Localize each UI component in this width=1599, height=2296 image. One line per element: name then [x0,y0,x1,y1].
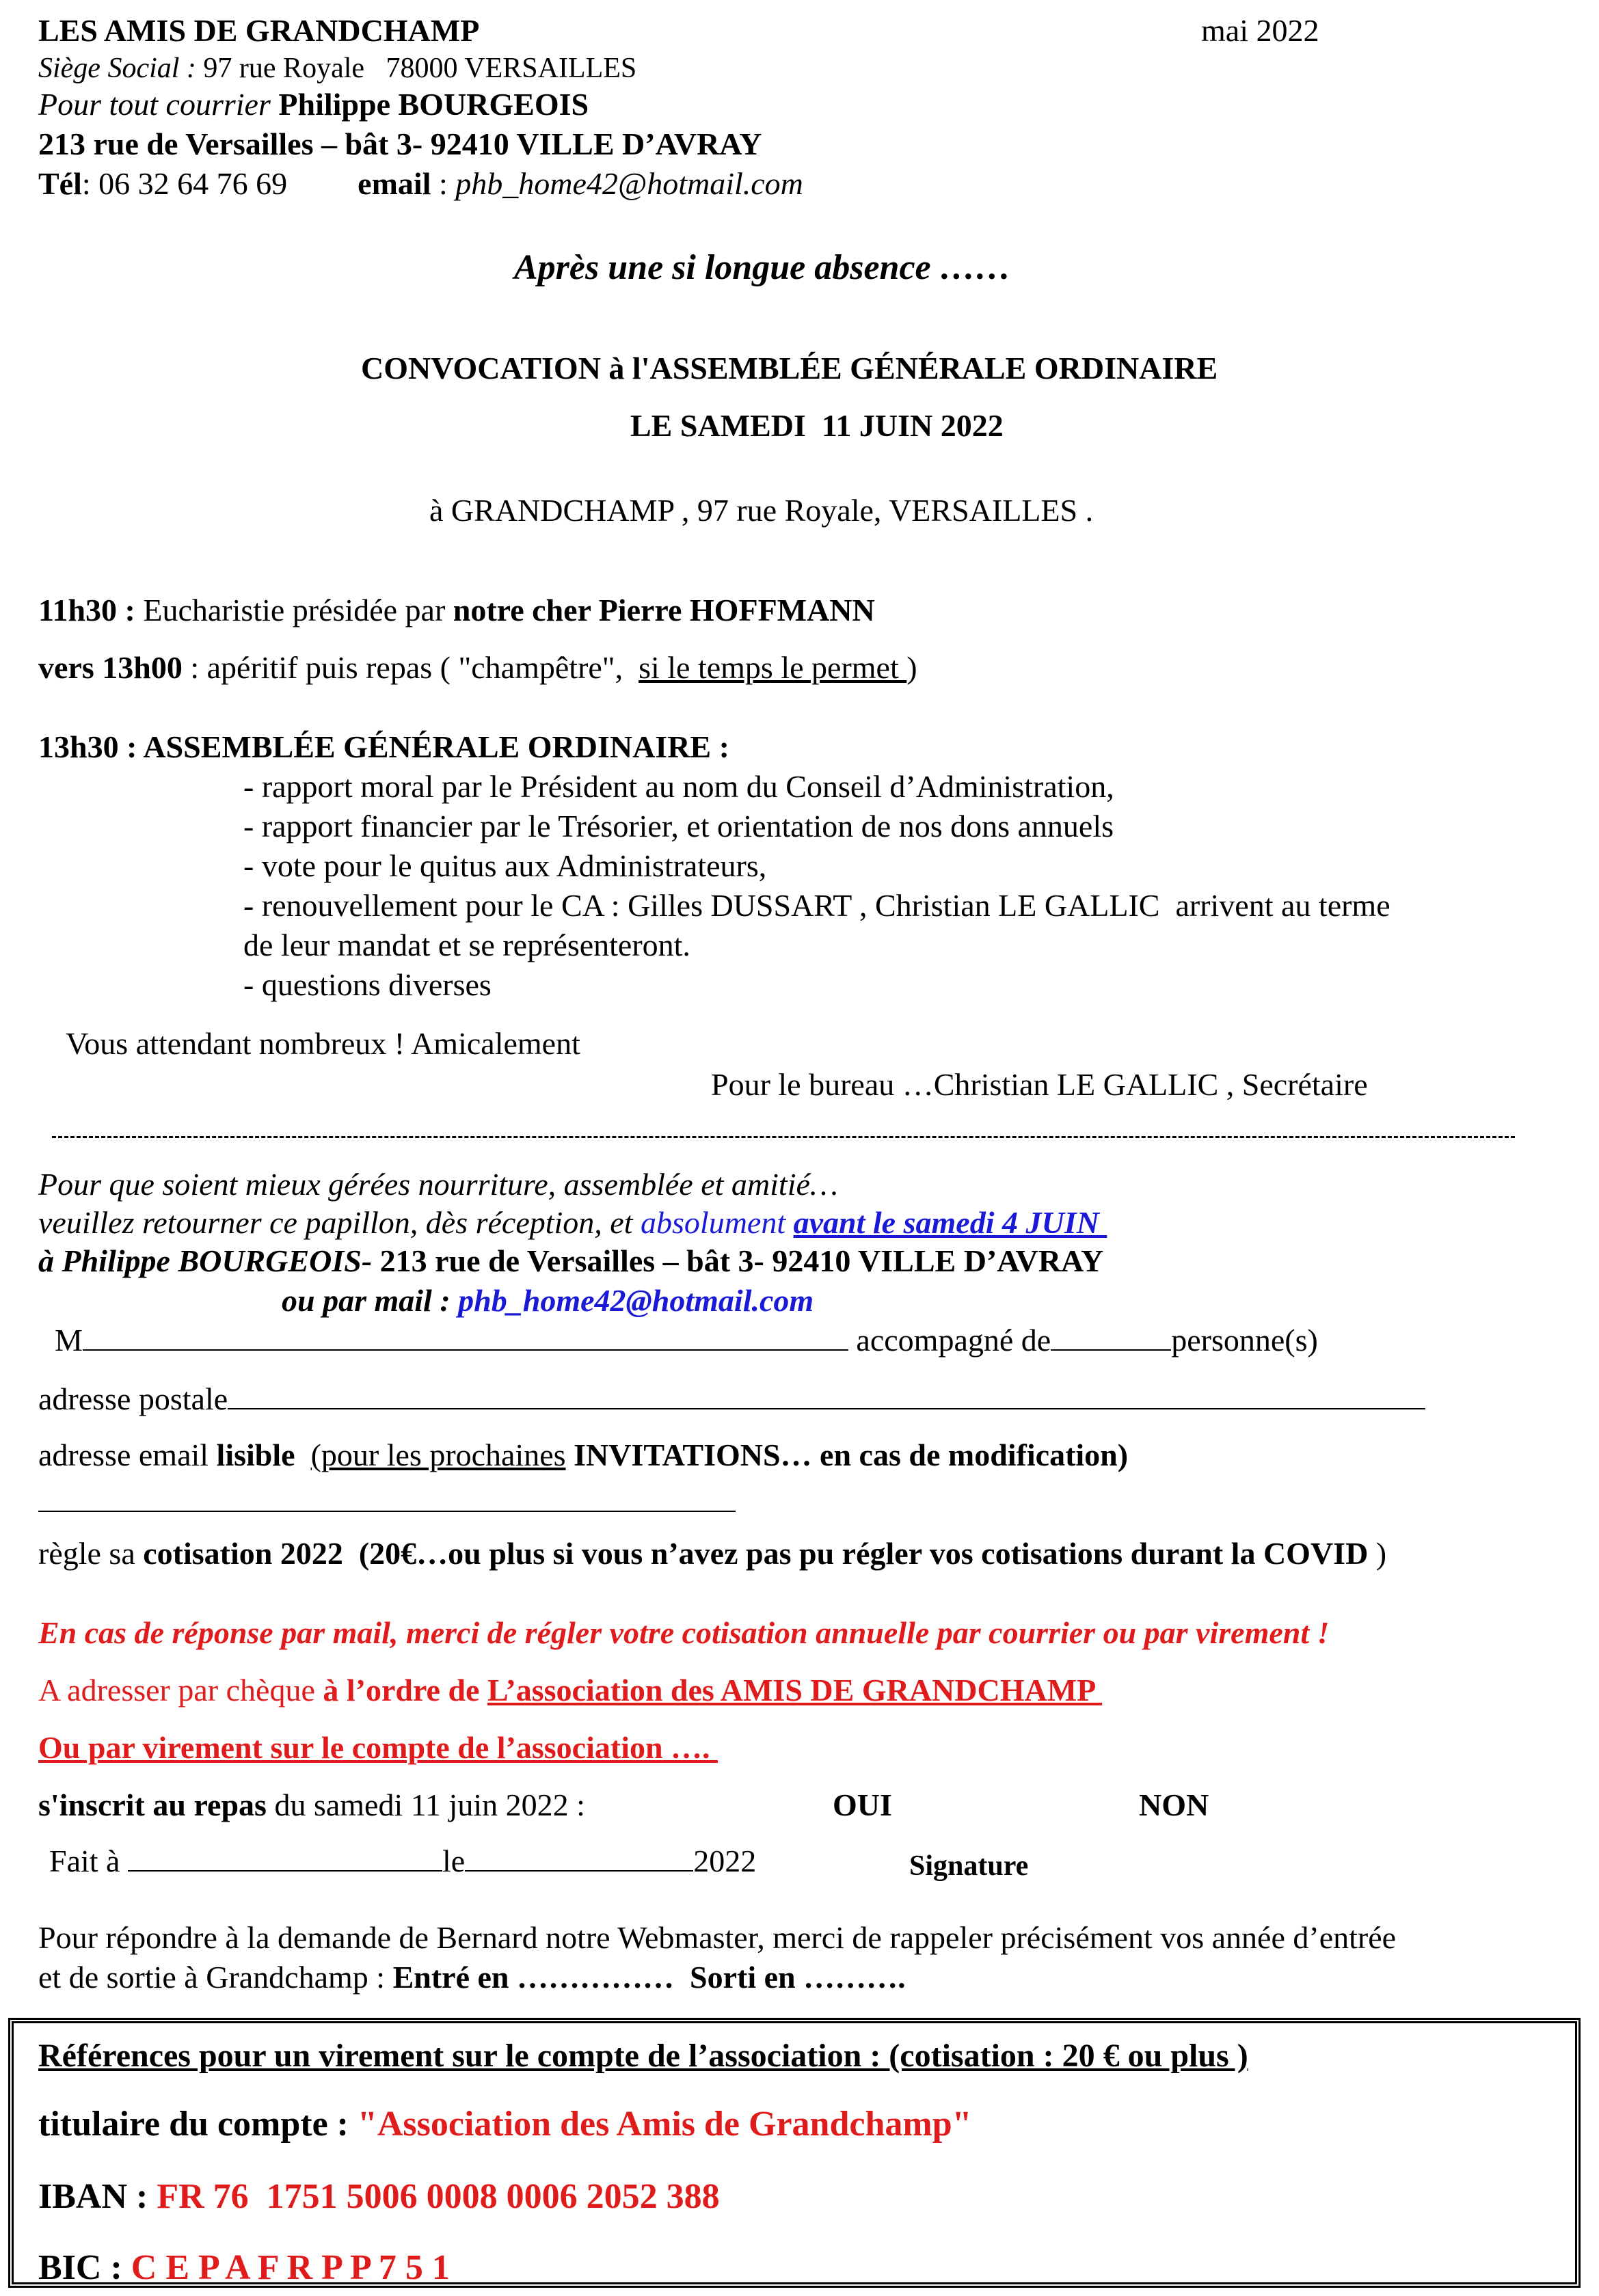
cut-line [52,1136,1515,1138]
contact-line: Tél: 06 32 64 76 69 email : phb_home42@hotmail.com [38,166,803,201]
contact-address: 213 rue de Versailles – bât 3- 92410 VILLE D’AVRAY [38,126,762,161]
fait-a-field[interactable] [128,1869,442,1872]
email-label: email [358,166,431,201]
signature-label: Signature [909,1850,1029,1882]
siege-line [38,52,636,85]
convocation-location: à GRANDCHAMP , 97 rue Royale, VERSAILLES . [429,493,1094,528]
intro-text: Après une si longue absence …… [514,248,1011,287]
agenda-item: - rapport moral par le Président au nom du Conseil d’Administration, [243,769,1114,804]
program-item-3: 13h30 : ASSEMBLÉE GÉNÉRALE ORDINAIRE : [38,729,729,764]
email-value: phb_home42@hotmail.com [455,166,803,201]
agenda-item: - questions diverses [243,967,492,1002]
repas-oui-option[interactable]: OUI [833,1787,892,1822]
form-repas-row: s'inscrit au repas du samedi 11 juin 2022 : [38,1787,585,1822]
bank-bic: BIC : C E P A F R P P 7 5 1 [38,2248,450,2287]
document-date: mai 2022 [1201,13,1319,48]
siege-label: Siège Social : [38,53,196,84]
agenda-item: - vote pour le quitus aux Administrateurs, [243,848,767,883]
form-webmaster-2: et de sortie à Grandchamp : Entré en …………… Sorti en ………. [38,1960,906,1995]
courrier-line [38,86,589,122]
tel-label: Tél [38,166,82,201]
agenda-item: - renouvellement pour le CA : Gilles DUSSART , Christian LE GALLIC arrivent au terme [243,888,1390,923]
agenda-item: - rapport financier par le Trésorier, et orientation de nos dons annuels [243,809,1114,843]
closing-greeting: Vous attendant nombreux ! Amicalement [66,1026,580,1061]
bank-references-box [8,2018,1581,2288]
program-item-2: vers 13h00 : apéritif puis repas ( "champêtre", si le temps le permet ) [38,650,917,685]
tel-value: : 06 32 64 76 69 [81,166,288,201]
email-field[interactable] [38,1511,736,1512]
form-intro-1: Pour que soient mieux gérées nourriture, assemblée et amitié… [38,1167,838,1202]
closing-signature: Pour le bureau …Christian LE GALLIC , Secrétaire [711,1067,1368,1102]
form-webmaster-1: Pour répondre à la demande de Bernard notre Webmaster, merci de rappeler précisément vos année d’entrée [38,1920,1397,1955]
form-cheque-line: A adresser par chèque à l’ordre de L’association des AMIS DE GRANDCHAMP [38,1673,1103,1707]
convocation-title: CONVOCATION à l'ASSEMBLÉE GÉNÉRALE ORDINAIRE [361,351,1218,386]
contact-name: Philippe BOURGEOIS [278,87,589,122]
bank-holder: titulaire du compte : "Association des Amis de Grandchamp" [38,2105,972,2144]
form-return-address: à Philippe BOURGEOIS- 213 rue de Versailles – bât 3- 92410 VILLE D’AVRAY [38,1243,1104,1278]
bank-heading: Références pour un virement sur le compte de l’association : (cotisation : 20 € ou plus ) [38,2038,1248,2074]
form-intro-2: veuillez retourner ce papillon, dès réception, et absolument avant le samedi 4 JUIN [38,1205,1107,1240]
bank-iban: IBAN : FR 76 1751 5006 0008 0006 2052 388 [38,2177,720,2216]
form-name-row: M accompagné de personne(s) [55,1323,1318,1358]
form-email-row: adresse email lisible (pour les prochaines INVITATIONS… en cas de modification) [38,1437,1129,1472]
companions-field[interactable] [1051,1349,1171,1351]
form-fait-row: Fait à le 2022 [49,1843,757,1878]
form-cotisation: règle sa cotisation 2022 (20€…ou plus si vous n’avez pas pu régler vos cotisations durant la COVID ) [38,1536,1387,1571]
form-or-mail: ou par mail : phb_home42@hotmail.com [282,1283,814,1318]
siege-address: 97 rue Royale 78000 VERSAILLES [203,53,637,84]
date-field[interactable] [465,1869,693,1872]
repas-non-option[interactable]: NON [1139,1787,1209,1822]
org-name: LES AMIS DE GRANDCHAMP [38,13,480,48]
form-mail-reply-note: En cas de réponse par mail, merci de régler votre cotisation annuelle par courrier ou par virement ! [38,1615,1330,1650]
convocation-date: LE SAMEDI 11 JUIN 2022 [630,408,1004,443]
program-item-1: 11h30 : Eucharistie présidée par notre cher Pierre HOFFMANN [38,593,875,627]
courrier-label: Pour tout courrier [38,87,271,122]
form-postal-row: adresse postale [38,1381,1425,1417]
postal-address-field[interactable] [228,1407,1425,1409]
name-field[interactable] [83,1349,848,1351]
form-virement-line: Ou par virement sur le compte de l’association …. [38,1730,718,1765]
agenda-item: de leur mandat et se représenteront. [243,928,690,962]
